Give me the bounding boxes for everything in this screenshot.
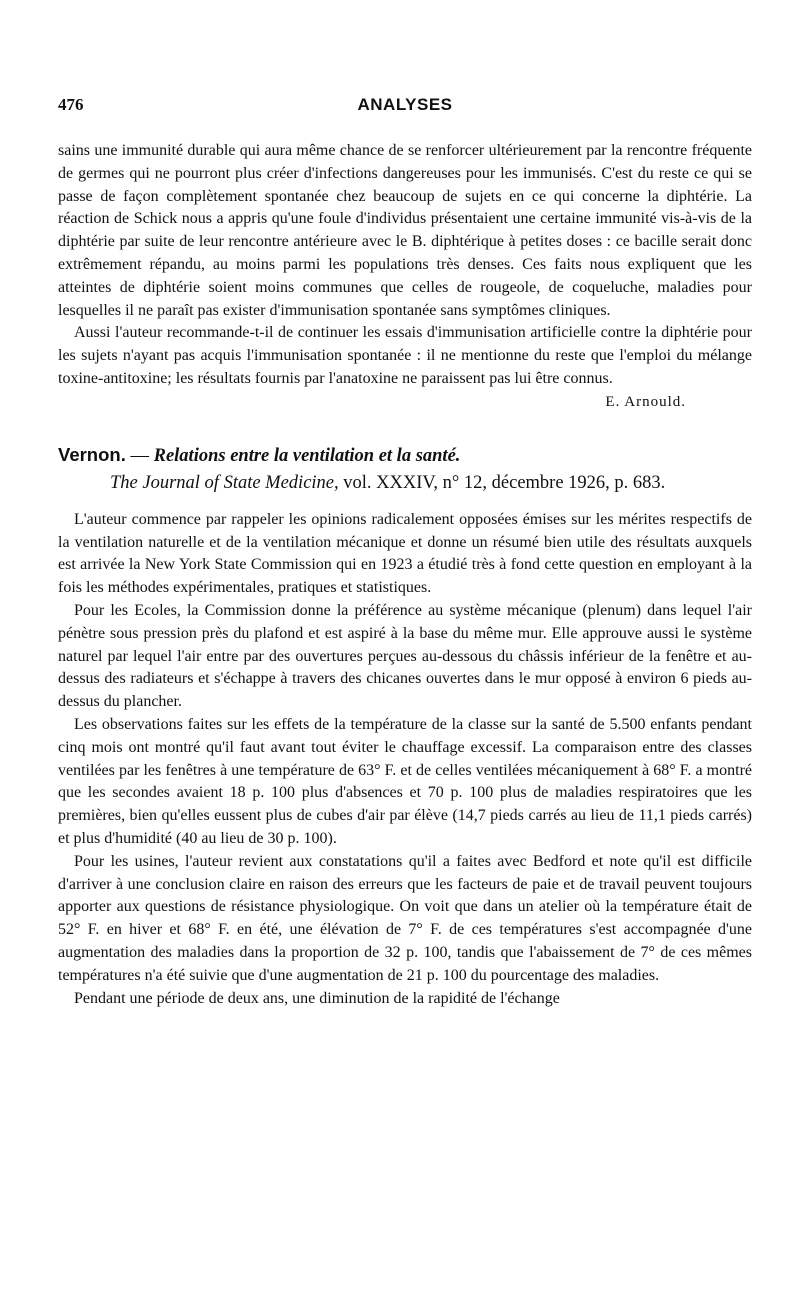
- heading-dash: —: [130, 445, 149, 466]
- journal-name: The Journal of State Medicine,: [110, 472, 339, 493]
- page-body: [58, 140, 752, 1010]
- paragraph: Pendant une période de deux ans, une diminution de la rapidité de l'échange: [74, 989, 560, 1007]
- review-heading: [58, 441, 752, 497]
- page-header: [58, 95, 752, 117]
- review-author: Vernon.: [58, 443, 126, 465]
- reviewer-signature: E. Arnould.: [605, 393, 686, 410]
- citation-details: vol. XXXIV, n° 12, décembre 1926, p. 683.: [343, 472, 666, 493]
- paragraph: Les observations faites sur les effets de la température de la classe sur la santé de 5.500 enfants pendant cinq mois ont montré qu'il faut avant tout éviter le chauffage excessif. La comparaison entre des classes ventilées par les fenêtres à une température de 63° F. et de celles ventilées mécaniquement à 68° F. a montré que les secondes avaient 18 p. 100 plus d'absences et 70 p. 100 plus de maladies respiratoires que les premières, bien qu'elles eussent plus de cubes d'air par élève (14,7 pieds carrés au lieu de 11,1 pieds carrés) et plus d'humidité (40 au lieu de 30 p. 100).: [58, 715, 752, 847]
- paragraph: L'auteur commence par rappeler les opinions radicalement opposées émises sur les mérites respectifs de la ventilation naturelle et de la ventilation mécanique et donne un résumé bien utile des résultats auxquels est arrivée la New York State Commission qui en 1923 a étudié très à fond cette question en employant à la fois les méthodes expérimentales, pratiques et statistiques.: [58, 510, 752, 597]
- page-number: 476: [58, 95, 84, 114]
- review-body: [58, 509, 752, 1011]
- paragraph: Aussi l'auteur recommande-t-il de continuer les essais d'immunisation artificielle contre la diphtérie pour les sujets n'ayant pas acquis l'immunisation spontanée : il ne mentionne du reste que l'emploi du mélange toxine-antitoxine; les résultats fournis par l'anatoxine ne paraissent pas lui être connus.: [58, 324, 752, 387]
- paragraph-continued: sains une immunité durable qui aura même chance de se renforcer ultérieurement par la rencontre fréquente de germes qui ne pourront plus créer d'infections dangereuses pour les immunisés. C'est du reste ce qui se passe de façon complètement spontanée chez beaucoup de sujets en ce qui concerne la diphtérie. La réaction de Schick nous a appris qu'une foule d'individus présentaient une certaine immunité vis-à-vis de la diphtérie par suite de leur rencontre antérieure avec le B. diphtérique à petites doses : ce bacille serait donc extrêmement répandu, au moins parmi les populations très denses. Ces faits nous expliquent que les atteintes de diphtérie soient moins communes que celles de rougeole, de coqueluche, maladies pour lesquelles il ne paraît pas exister d'immunisation spontanée sans symptômes cliniques.: [58, 142, 752, 319]
- paragraph: Pour les usines, l'auteur revient aux constatations qu'il a faites avec Bedford et note qu'il est difficile d'arriver à une conclusion claire en raison des erreurs que les facteurs de paie et de travail peuvent toujours apporter aux questions de résistance physiologique. On voit que dans un atelier où la température était de 52° F. en hiver et 68° F. en été, une élévation de 7° F. de ces températures s'est accompagnée d'une augmentation des maladies dans la proportion de 32 p. 100, tandis que l'abaissement de 7° de ces mêmes températures n'a été suivie que d'une augmentation de 21 p. 100 du pourcentage des maladies.: [58, 852, 752, 984]
- running-head: ANALYSES: [357, 95, 453, 114]
- review-title: Relations entre la ventilation et la santé.: [153, 445, 461, 466]
- paragraph: Pour les Ecoles, la Commission donne la préférence au système mécanique (plenum) dans lequel l'air pénètre sous pression près du plafond et est aspiré à la base du même mur. Elle approuve aussi le système naturel par lequel l'air entre par des ouvertures perçues au-dessous du châssis inférieur de la fenêtre et au-dessus des radiateurs et s'échappe à travers des chicanes ouvertes dans le mur opposé à environ 6 pieds au-dessus du plancher.: [58, 601, 752, 711]
